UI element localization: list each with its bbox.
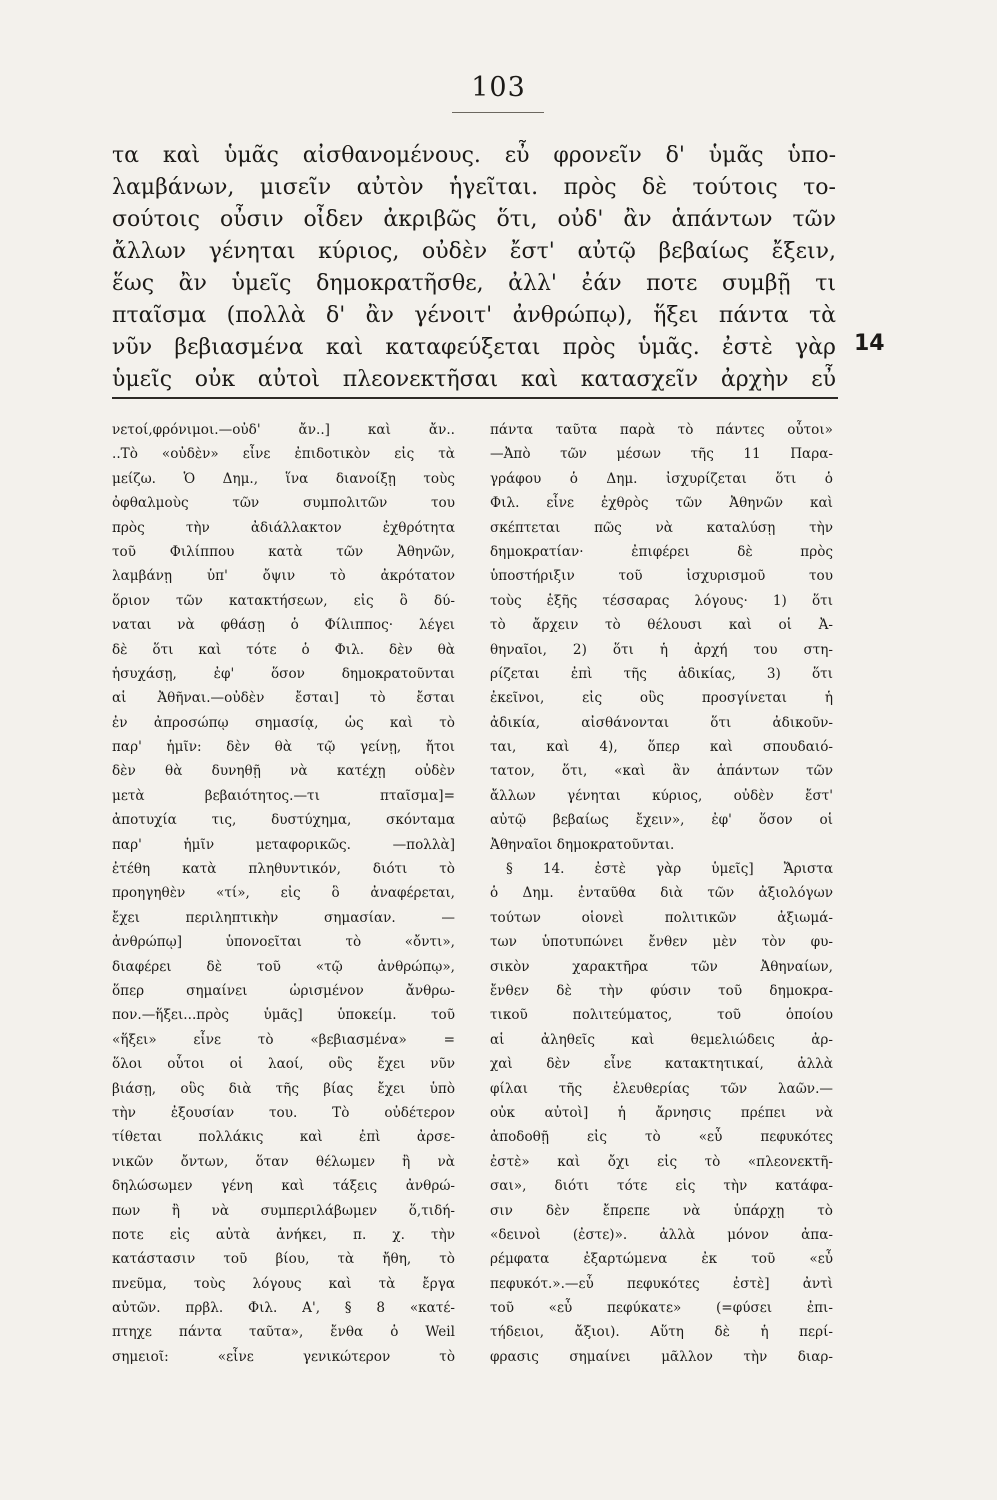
commentary-line: ναται νὰ φθάσῃ ὁ Φίλιππος· λέγει (112, 617, 455, 634)
commentary-line: τατον, ὅτι, «καὶ ἂν ἁπάντων τῶν (490, 763, 833, 780)
commentary-line: αὐτῷ βεβαίως ἔχειν», ἐφ' ὅσον οἱ (490, 812, 833, 829)
commentary-line: ρίζεται ἐπὶ τῆς ἀδικίας, 3) ὅτι (490, 665, 833, 682)
commentary-left-column (112, 418, 455, 1369)
commentary-line: οὐκ αὐτοὶ] ἡ ἄρνησις πρέπει νὰ (490, 1104, 833, 1121)
main-text-line: ὑμεῖς οὐκ αὐτοὶ πλεονεκτῆσαι καὶ κατασχεῖν ἀρχὴν εὖ (112, 367, 836, 392)
commentary-line: παρ' ἡμῖν μεταφορικῶς. —πολλὰ] (112, 836, 455, 853)
commentary-line: πρὸς τὴν ἀδιάλλακτον ἐχθρότητα (112, 519, 455, 536)
commentary-line: ται, καὶ 4), ὅπερ καὶ σπουδαιό- (490, 739, 833, 756)
page-number-underline (452, 112, 544, 113)
commentary-line: πτηχε πάντα ταῦτα», ἔνθα ὁ Weil (112, 1324, 455, 1341)
commentary-line: ἐστὲ» καὶ ὄχι εἰς τὸ «πλεονεκτῆ- (490, 1153, 833, 1170)
commentary-line: ἀποτυχία τις, δυστύχημα, σκόνταμα (112, 812, 455, 829)
commentary-line: δὲ ὅτι καὶ τότε ὁ Φιλ. δὲν θὰ (112, 641, 455, 658)
commentary-line: νετοί,φρόνιμοι.—οὐδ' ἄν..] καὶ ἄν.. (112, 422, 455, 438)
main-text-line: ἄλλων γένηται κύριος, οὐδὲν ἔστ' αὐτῷ βεβαίως ἔξειν, (112, 239, 836, 264)
commentary-line: ἡσυχάσῃ, ἐφ' ὅσον δημοκρατοῦνται (112, 665, 455, 682)
commentary-line: βιάσῃ, οὓς διὰ τῆς βίας ἔχει ὑπὸ (112, 1080, 455, 1097)
commentary-line: τὸ ἄρχειν τὸ θέλουσι καὶ οἱ Ἀ- (490, 617, 833, 634)
commentary-line: Ἀθηναῖοι δημοκρατοῦνται. (490, 836, 675, 853)
commentary-line: τικοῦ πολιτεύματος, τοῦ ὁποίου (490, 1007, 833, 1024)
commentary-line: τοῦ «εὖ πεφύκατε» (=φύσει ἐπι- (490, 1300, 833, 1317)
commentary-line: διαφέρει δὲ τοῦ «τῷ ἀνθρώπῳ», (112, 958, 455, 975)
commentary-line: σαι», διότι τότε εἰς τὴν κατάφα- (490, 1178, 833, 1195)
commentary-line: ἔχει περιληπτικὴν σημασίαν. — (112, 909, 455, 926)
commentary-line: τίθεται πολλάκις καὶ ἐπὶ ἀρσε- (112, 1129, 455, 1146)
commentary-line: ἄλλων γένηται κύριος, οὐδὲν ἔστ' (490, 787, 833, 804)
commentary-line: ἔνθεν δὲ τὴν φύσιν τοῦ δημοκρα- (490, 982, 833, 999)
commentary-line: τούτων οἱονεὶ πολιτικῶν ἀξιωμά- (490, 909, 833, 926)
commentary-line: δὲν θὰ δυνηθῇ νὰ κατέχῃ οὐδὲν (112, 763, 455, 780)
commentary-line: γράφου ὁ Δημ. ἰσχυρίζεται ὅτι ὁ (490, 470, 833, 487)
commentary-line: πον.—ἥξει...πρὸς ὑμᾶς] ὑποκείμ. τοῦ (112, 1007, 455, 1024)
commentary-line: σκέπτεται πῶς νὰ καταλύσῃ τὴν (490, 519, 833, 536)
main-text-line: νῦν βεβιασμένα καὶ καταφεύξεται πρὸς ὑμᾶς. ἐστὲ γὰρ (112, 335, 836, 360)
commentary-line: σιν δὲν ἔπρεπε νὰ ὑπάρχῃ τὸ (490, 1202, 833, 1219)
commentary-line: ποτε εἰς αὐτὰ ἀνήκει, π. χ. τὴν (112, 1226, 455, 1243)
commentary-line: ἐτέθη κατὰ πληθυντικόν, διότι τὸ (112, 861, 455, 878)
commentary-line: δηλώσωμεν γένη καὶ τάξεις ἀνθρώ- (112, 1178, 455, 1195)
commentary-line: νικῶν ὄντων, ὅταν θέλωμεν ἢ νὰ (112, 1153, 455, 1170)
commentary-line: φρασις σημαίνει μᾶλλον τὴν διαρ- (490, 1348, 833, 1365)
commentary-right-column (490, 418, 833, 1369)
commentary-line: ἀποδοθῇ εἰς τὸ «εὖ πεφυκότες (490, 1129, 833, 1146)
commentary-line: πων ἢ νὰ συμπεριλάβωμεν ὅ,τιδή- (112, 1202, 455, 1219)
commentary-line: τοῦ Φιλίππου κατὰ τῶν Ἀθηνῶν, (112, 543, 455, 560)
commentary-line: των ὑποτυπώνει ἔνθεν μὲν τὸν φυ- (490, 934, 833, 951)
commentary-line: ὅπερ σημαίνει ὡρισμένον ἄνθρω- (112, 982, 455, 999)
commentary-line: δημοκρατίαν· ἐπιφέρει δὲ πρὸς (490, 543, 833, 560)
commentary-line: λαμβάνῃ ὑπ' ὄψιν τὸ ἀκρότατον (112, 568, 455, 585)
commentary-line: παρ' ἡμῖν: δὲν θὰ τῷ γείνῃ, ἤτοι (112, 739, 455, 756)
main-text-block (112, 140, 836, 396)
commentary-line: κατάστασιν τοῦ βίου, τὰ ἤθη, τὸ (112, 1251, 455, 1268)
commentary-line: αἱ ἀληθεῖς καὶ θεμελιώδεις ἀρ- (490, 1031, 833, 1048)
commentary-line: ὀφθαλμοὺς τῶν συμπολιτῶν του (112, 495, 455, 512)
commentary-line: ὁ Δημ. ἐνταῦθα διὰ τῶν ἀξιολόγων (490, 885, 833, 902)
commentary-line: σικὸν χαρακτῆρα τῶν Ἀθηναίων, (490, 958, 833, 975)
commentary-line: τήδειοι, ἄξιοι). Αὕτη δὲ ἡ περί- (490, 1324, 833, 1341)
margin-section-number: 14 (854, 331, 885, 356)
commentary-line: αἱ Ἀθῆναι.—οὐδὲν ἔσται] τὸ ἔσται (112, 690, 455, 707)
commentary-line: σημειοῖ: «εἶνε γενικώτερον τὸ (112, 1348, 455, 1365)
commentary-line: μετὰ βεβαιότητος.—τι πταῖσμα]= (112, 787, 455, 804)
footnote-separator-rule (112, 397, 838, 399)
commentary-line: μείζω. Ὁ Δημ., ἵνα διανοίξῃ τοὺς (112, 470, 455, 487)
commentary-line: προηγηθὲν «τί», εἰς ὃ ἀναφέρεται, (112, 885, 455, 902)
commentary-line: ὅλοι οὗτοι οἱ λαοί, οὓς ἔχει νῦν (112, 1056, 455, 1073)
commentary-line: ἀδικία, αἰσθάνονται ὅτι ἀδικοῦν- (490, 714, 833, 731)
main-text-line: σούτοις οὖσιν οἶδεν ἀκριβῶς ὅτι, οὐδ' ἂν ἁπάντων τῶν (112, 207, 836, 232)
commentary-line: ..Τὸ «οὐδὲν» εἶνε ἐπιδοτικὸν εἰς τὰ (112, 446, 455, 463)
commentary-line: αὐτῶν. πρβλ. Φιλ. Α', § 8 «κατέ- (112, 1300, 455, 1317)
commentary-line: τὴν ἐξουσίαν του. Τὸ οὐδέτερον (112, 1104, 455, 1121)
commentary-line: —Ἀπὸ τῶν μέσων τῆς 11 Παρα- (490, 446, 833, 463)
main-text-line: ἕως ἂν ὑμεῖς δημοκρατῆσθε, ἀλλ' ἐάν ποτε συμβῇ τι (112, 271, 836, 296)
commentary-line: τοὺς ἑξῆς τέσσαρας λόγους· 1) ὅτι (490, 592, 833, 609)
main-text-line: τα καὶ ὑμᾶς αἰσθανομένους. εὖ φρονεῖν δ' ὑμᾶς ὑπο- (112, 143, 836, 168)
commentary-line: ὑποστήριξιν τοῦ ἰσχυρισμοῦ του (490, 568, 833, 585)
commentary-line: πάντα ταῦτα παρὰ τὸ πάντες οὗτοι» (490, 422, 833, 438)
commentary-line: ρέμφατα ἐξαρτώμενα ἐκ τοῦ «εὖ (490, 1251, 833, 1268)
commentary-line: Φιλ. εἶνε ἐχθρὸς τῶν Ἀθηνῶν καὶ (490, 495, 833, 512)
commentary-line: ἐκεῖνοι, εἰς οὓς προσγίνεται ἡ (490, 690, 833, 707)
commentary-line: ὅριον τῶν κατακτήσεων, εἰς ὃ δύ- (112, 592, 455, 609)
commentary-line: χαὶ δὲν εἶνε κατακτητικαί, ἀλλὰ (490, 1056, 833, 1073)
main-text-line: λαμβάνων, μισεῖν αὐτὸν ἡγεῖται. πρὸς δὲ τούτοις το- (112, 175, 836, 200)
page-number: 103 (471, 72, 526, 103)
commentary-line: πεφυκότ.».—εὖ πεφυκότες ἐστὲ] ἀντὶ (490, 1275, 833, 1292)
commentary-line: φίλαι τῆς ἐλευθερίας τῶν λαῶν.— (490, 1080, 833, 1097)
commentary-line: ἐν ἀπροσώπῳ σημασίᾳ, ὡς καὶ τὸ (112, 714, 455, 731)
main-text-line: πταῖσμα (πολλὰ δ' ἂν γένοιτ' ἀνθρώπῳ), ἥξει πάντα τὰ (112, 303, 836, 328)
commentary-line: § 14. ἐστὲ γὰρ ὑμεῖς] Ἄριστα (506, 861, 833, 878)
commentary-line: θηναῖοι, 2) ὅτι ἡ ἀρχή του στη- (490, 641, 833, 658)
commentary-line: «ἥξει» εἶνε τὸ «βεβιασμένα» = (112, 1031, 455, 1048)
commentary-line: «δεινοὶ (ἐστε)». ἀλλὰ μόνον ἀπα- (490, 1226, 833, 1243)
commentary-line: ἀνθρώπῳ] ὑπονοεῖται τὸ «ὄντι», (112, 934, 455, 951)
commentary-line: πνεῦμα, τοὺς λόγους καὶ τὰ ἔργα (112, 1275, 455, 1292)
